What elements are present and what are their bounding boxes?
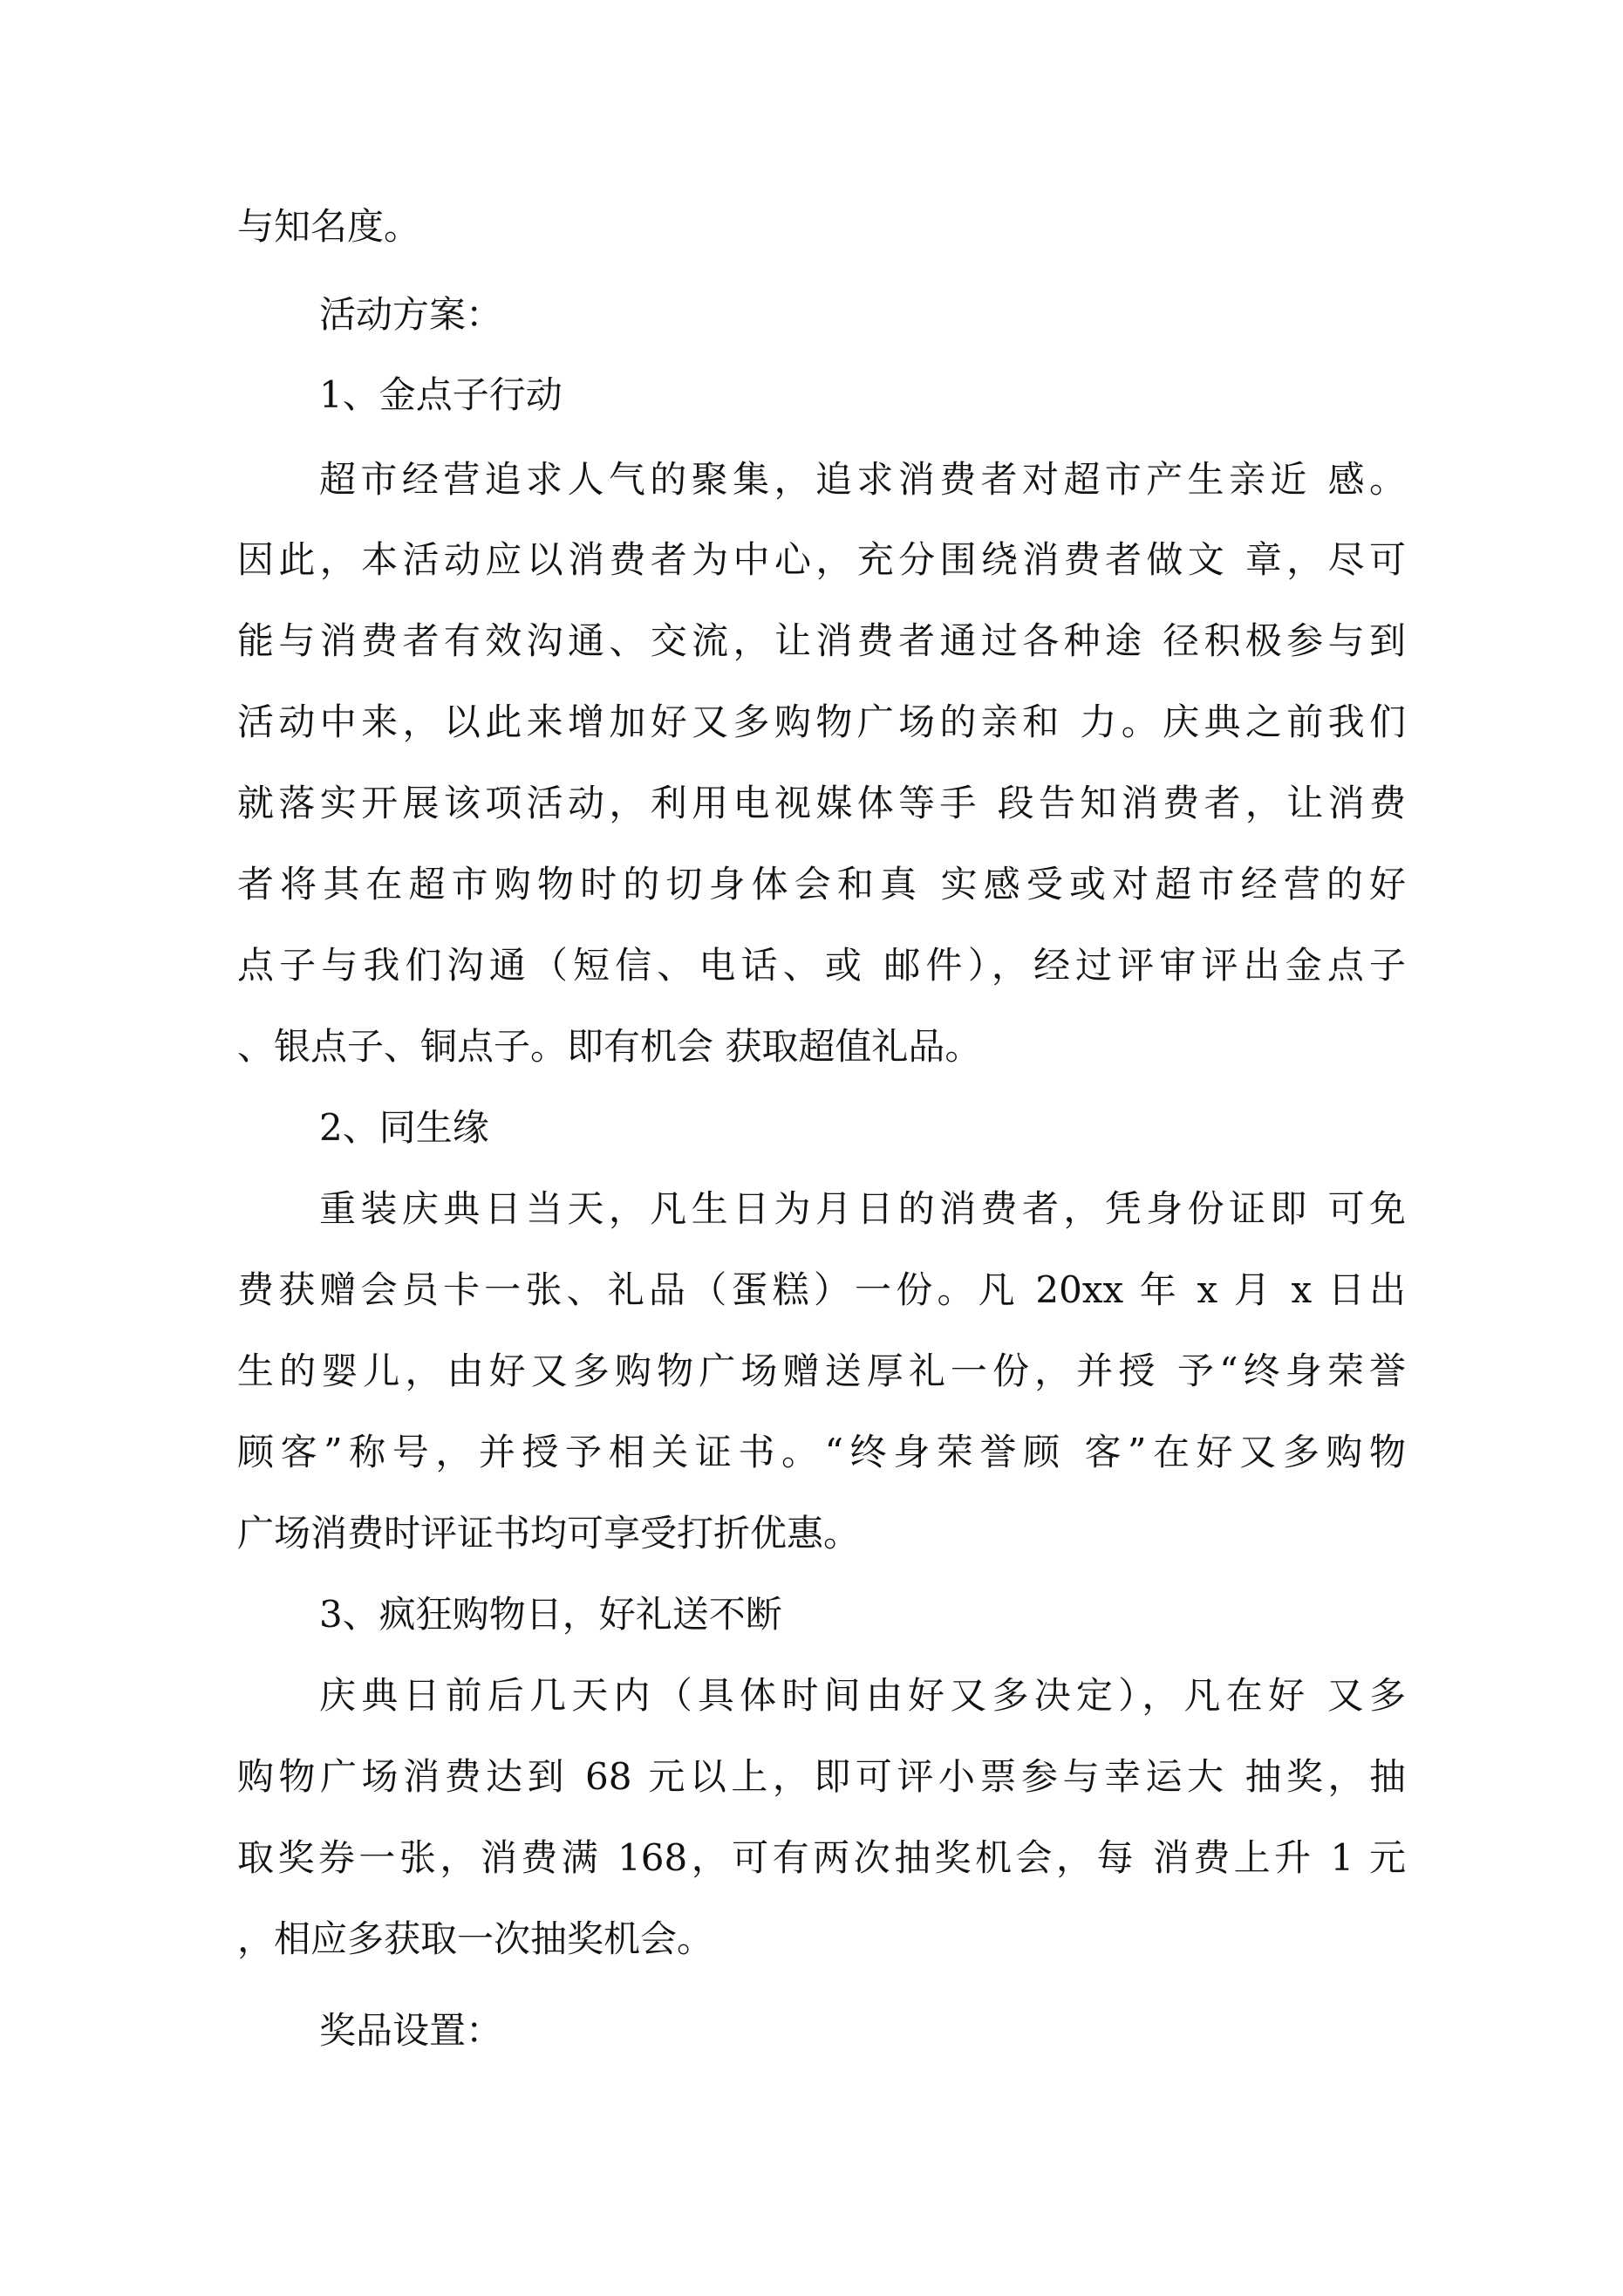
- section-heading: 活动方案：: [319, 293, 503, 336]
- paragraph-line: 顾客”称号，并授予相关证书。“终身荣誉顾 客”在好又多购物: [237, 1431, 1406, 1473]
- section-heading: 3、疯狂购物日，好礼送不断: [319, 1593, 782, 1636]
- section-heading: 奖品设置：: [319, 2009, 503, 2052]
- section-heading: 2、同生缘: [319, 1106, 489, 1149]
- paragraph-line: ，相应多获取一次抽奖机会。: [237, 1917, 714, 1960]
- paragraph-line: 重装庆典日当天，凡生日为月日的消费者，凭身份证即 可免: [319, 1187, 1406, 1230]
- paragraph-line: 、银点子、铜点子。即有机会 获取超值礼品。: [237, 1025, 982, 1068]
- paragraph-line: 活动中来，以此来增加好又多购物广场的亲和 力。庆典之前我们: [237, 700, 1406, 743]
- paragraph-line: 就落实开展该项活动，利用电视媒体等手 段告知消费者，让消费: [237, 782, 1406, 824]
- paragraph-line: 购物广场消费达到 68 元以上，即可评小票参与幸运大 抽奖，抽: [237, 1755, 1406, 1798]
- paragraph-line: 能与消费者有效沟通、交流，让消费者通过各种途 径积极参与到: [237, 619, 1406, 662]
- paragraph-line: 超市经营追求人气的聚集，追求消费者对超市产生亲近 感。: [319, 458, 1406, 501]
- text-line: 与知名度。: [237, 205, 421, 248]
- paragraph-line: 者将其在超市购物时的切身体会和真 实感受或对超市经营的好: [237, 863, 1406, 905]
- paragraph-line: 因此，本活动应以消费者为中心，充分围绕消费者做文 章，尽可: [237, 538, 1406, 581]
- paragraph-line: 费获赠会员卡一张、礼品（蛋糕）一份。凡 20xx 年 x 月 x 日出: [237, 1268, 1406, 1311]
- paragraph-line: 广场消费时评证书均可享受打折优惠。: [237, 1512, 861, 1555]
- paragraph-line: 庆典日前后几天内（具体时间由好又多决定），凡在好 又多: [319, 1674, 1406, 1717]
- section-heading: 1、金点子行动: [319, 373, 563, 416]
- paragraph-line: 取奖券一张，消费满 168，可有两次抽奖机会，每 消费上升 1 元: [237, 1836, 1406, 1879]
- paragraph-line: 点子与我们沟通（短信、电话、或 邮件），经过评审评出金点子: [237, 944, 1406, 987]
- paragraph-line: 生的婴儿，由好又多购物广场赠送厚礼一份，并授 予“终身荣誉: [237, 1350, 1406, 1392]
